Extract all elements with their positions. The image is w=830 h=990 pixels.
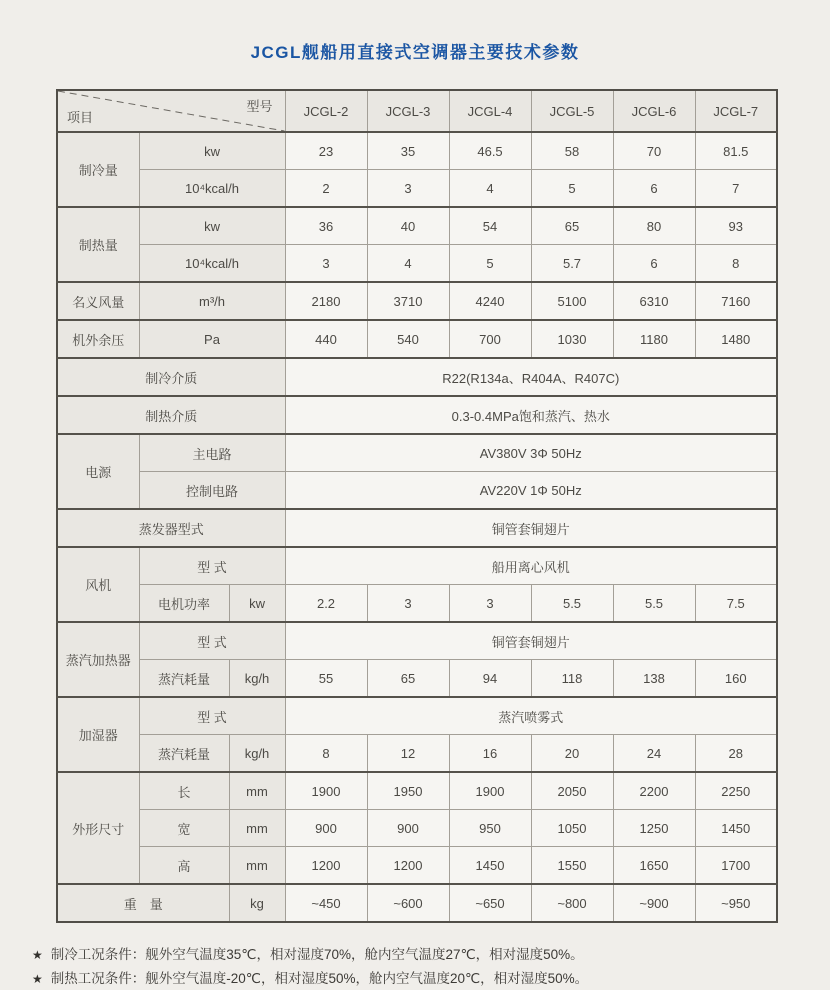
- value-cell: 3: [367, 585, 449, 623]
- merged-value-cell: 船用离心风机: [285, 547, 777, 585]
- value-cell: 5: [449, 245, 531, 283]
- sub-label-fan-motor: 电机功率: [139, 585, 229, 623]
- value-cell: 65: [367, 660, 449, 698]
- value-cell: 1200: [285, 847, 367, 885]
- value-cell: 900: [285, 810, 367, 847]
- value-cell: 6: [613, 245, 695, 283]
- sub-label-length: 长: [139, 772, 229, 810]
- value-cell: ~900: [613, 884, 695, 922]
- value-cell: 1550: [531, 847, 613, 885]
- value-cell: 80: [613, 207, 695, 245]
- value-cell: 1700: [695, 847, 777, 885]
- footnote-cooling-conditions: [32, 943, 830, 967]
- model-header: JCGL-6: [613, 90, 695, 132]
- value-cell: 12: [367, 735, 449, 773]
- value-cell: 6: [613, 170, 695, 208]
- sub-label-main-circuit: 主电路: [139, 434, 285, 472]
- value-cell: 7160: [695, 282, 777, 320]
- value-cell: 2200: [613, 772, 695, 810]
- value-cell: ~800: [531, 884, 613, 922]
- row-label-steam-heater: 蒸汽加热器: [57, 622, 139, 697]
- value-cell: 2050: [531, 772, 613, 810]
- merged-value-cell: 蒸汽喷雾式: [285, 697, 777, 735]
- value-cell: ~950: [695, 884, 777, 922]
- value-cell: 58: [531, 132, 613, 170]
- value-cell: 36: [285, 207, 367, 245]
- value-cell: 1050: [531, 810, 613, 847]
- spec-table-container: [56, 89, 830, 923]
- value-cell: 7: [695, 170, 777, 208]
- sub-label-height: 高: [139, 847, 229, 885]
- footnote-text: 制冷工况条件：舰外空气温度35℃，相对湿度70%，舱内空气温度27℃，相对湿度50%。: [50, 947, 584, 962]
- row-label-refrigerant: 制冷介质: [57, 358, 285, 396]
- value-cell: 3: [285, 245, 367, 283]
- row-label-airflow: 名义风量: [57, 282, 139, 320]
- row-label-heating-medium: 制热介质: [57, 396, 285, 434]
- value-cell: 1900: [285, 772, 367, 810]
- value-cell: 540: [367, 320, 449, 358]
- value-cell: 3: [449, 585, 531, 623]
- merged-value-cell: 铜管套铜翅片: [285, 622, 777, 660]
- value-cell: 5100: [531, 282, 613, 320]
- footnotes: [32, 943, 830, 990]
- merged-value-cell: R22(R134a、R404A、R407C): [285, 358, 777, 396]
- unit-cell: mm: [229, 810, 285, 847]
- row-label-heating: 制热量: [57, 207, 139, 282]
- value-cell: 138: [613, 660, 695, 698]
- value-cell: 118: [531, 660, 613, 698]
- row-label-humidifier: 加湿器: [57, 697, 139, 772]
- value-cell: 1650: [613, 847, 695, 885]
- merged-value-cell: 铜管套铜翅片: [285, 509, 777, 547]
- model-header: JCGL-3: [367, 90, 449, 132]
- value-cell: 24: [613, 735, 695, 773]
- value-cell: 160: [695, 660, 777, 698]
- value-cell: 1180: [613, 320, 695, 358]
- merged-value-cell: AV380V 3Φ 50Hz: [285, 434, 777, 472]
- value-cell: 40: [367, 207, 449, 245]
- model-header: JCGL-5: [531, 90, 613, 132]
- value-cell: 20: [531, 735, 613, 773]
- value-cell: 2: [285, 170, 367, 208]
- value-cell: 900: [367, 810, 449, 847]
- value-cell: 700: [449, 320, 531, 358]
- unit-cell: kg: [229, 884, 285, 922]
- unit-cell: 10⁴kcal/h: [139, 245, 285, 283]
- value-cell: 93: [695, 207, 777, 245]
- row-label-static-pressure: 机外余压: [57, 320, 139, 358]
- value-cell: 1030: [531, 320, 613, 358]
- value-cell: 46.5: [449, 132, 531, 170]
- sub-label-steam-consumption: 蒸汽耗量: [139, 660, 229, 698]
- value-cell: ~450: [285, 884, 367, 922]
- sub-label-steam-heater-type: 型 式: [139, 622, 285, 660]
- sub-label-humidifier-consumption: 蒸汽耗量: [139, 735, 229, 773]
- footnote-heating-conditions: [32, 967, 830, 990]
- value-cell: 1450: [449, 847, 531, 885]
- value-cell: 7.5: [695, 585, 777, 623]
- value-cell: 5.5: [613, 585, 695, 623]
- model-header: JCGL-7: [695, 90, 777, 132]
- value-cell: 440: [285, 320, 367, 358]
- row-label-weight: 重 量: [57, 884, 229, 922]
- spec-table: [56, 89, 778, 923]
- value-cell: 1250: [613, 810, 695, 847]
- value-cell: 1900: [449, 772, 531, 810]
- value-cell: 54: [449, 207, 531, 245]
- value-cell: 4: [367, 245, 449, 283]
- value-cell: 1950: [367, 772, 449, 810]
- corner-model-label: 型号: [246, 99, 273, 114]
- value-cell: 3: [367, 170, 449, 208]
- value-cell: 2.2: [285, 585, 367, 623]
- unit-cell: kg/h: [229, 660, 285, 698]
- value-cell: 5: [531, 170, 613, 208]
- footnote-text: 制热工况条件：舰外空气温度-20℃，相对湿度50%，舱内空气温度20℃，相对湿度50%。: [50, 970, 589, 986]
- value-cell: 1450: [695, 810, 777, 847]
- star-icon: ★: [32, 948, 43, 962]
- corner-item-label: 项目: [67, 110, 94, 125]
- merged-value-cell: AV220V 1Φ 50Hz: [285, 472, 777, 510]
- value-cell: 3710: [367, 282, 449, 320]
- sub-label-width: 宽: [139, 810, 229, 847]
- value-cell: ~600: [367, 884, 449, 922]
- value-cell: 35: [367, 132, 449, 170]
- model-header: JCGL-2: [285, 90, 367, 132]
- value-cell: 70: [613, 132, 695, 170]
- corner-header-cell: [57, 90, 285, 132]
- value-cell: 2250: [695, 772, 777, 810]
- row-label-cooling: 制冷量: [57, 132, 139, 207]
- value-cell: 23: [285, 132, 367, 170]
- sub-label-control-circuit: 控制电路: [139, 472, 285, 510]
- value-cell: 8: [285, 735, 367, 773]
- unit-cell: kw: [139, 207, 285, 245]
- value-cell: 55: [285, 660, 367, 698]
- value-cell: 4240: [449, 282, 531, 320]
- value-cell: 1480: [695, 320, 777, 358]
- value-cell: 65: [531, 207, 613, 245]
- value-cell: 16: [449, 735, 531, 773]
- unit-cell: Pa: [139, 320, 285, 358]
- value-cell: 94: [449, 660, 531, 698]
- unit-cell: mm: [229, 772, 285, 810]
- model-header: JCGL-4: [449, 90, 531, 132]
- value-cell: 5.7: [531, 245, 613, 283]
- value-cell: 2180: [285, 282, 367, 320]
- unit-cell: 10⁴kcal/h: [139, 170, 285, 208]
- star-icon: ★: [32, 971, 43, 986]
- value-cell: 81.5: [695, 132, 777, 170]
- page-title: JCGL舰船用直接式空调器主要技术参数: [250, 43, 580, 62]
- value-cell: 4: [449, 170, 531, 208]
- value-cell: 6310: [613, 282, 695, 320]
- value-cell: 8: [695, 245, 777, 283]
- row-label-fan: 风机: [57, 547, 139, 622]
- value-cell: 28: [695, 735, 777, 773]
- unit-cell: kw: [139, 132, 285, 170]
- value-cell: ~650: [449, 884, 531, 922]
- sub-label-fan-type: 型 式: [139, 547, 285, 585]
- unit-cell: m³/h: [139, 282, 285, 320]
- value-cell: 1200: [367, 847, 449, 885]
- row-label-evaporator: 蒸发器型式: [57, 509, 285, 547]
- merged-value-cell: 0.3-0.4MPa饱和蒸汽、热水: [285, 396, 777, 434]
- value-cell: 950: [449, 810, 531, 847]
- unit-cell: kg/h: [229, 735, 285, 773]
- value-cell: 5.5: [531, 585, 613, 623]
- unit-cell: kw: [229, 585, 285, 623]
- row-label-dimensions: 外形尺寸: [57, 772, 139, 884]
- row-label-power: 电源: [57, 434, 139, 509]
- sub-label-humidifier-type: 型 式: [139, 697, 285, 735]
- unit-cell: mm: [229, 847, 285, 885]
